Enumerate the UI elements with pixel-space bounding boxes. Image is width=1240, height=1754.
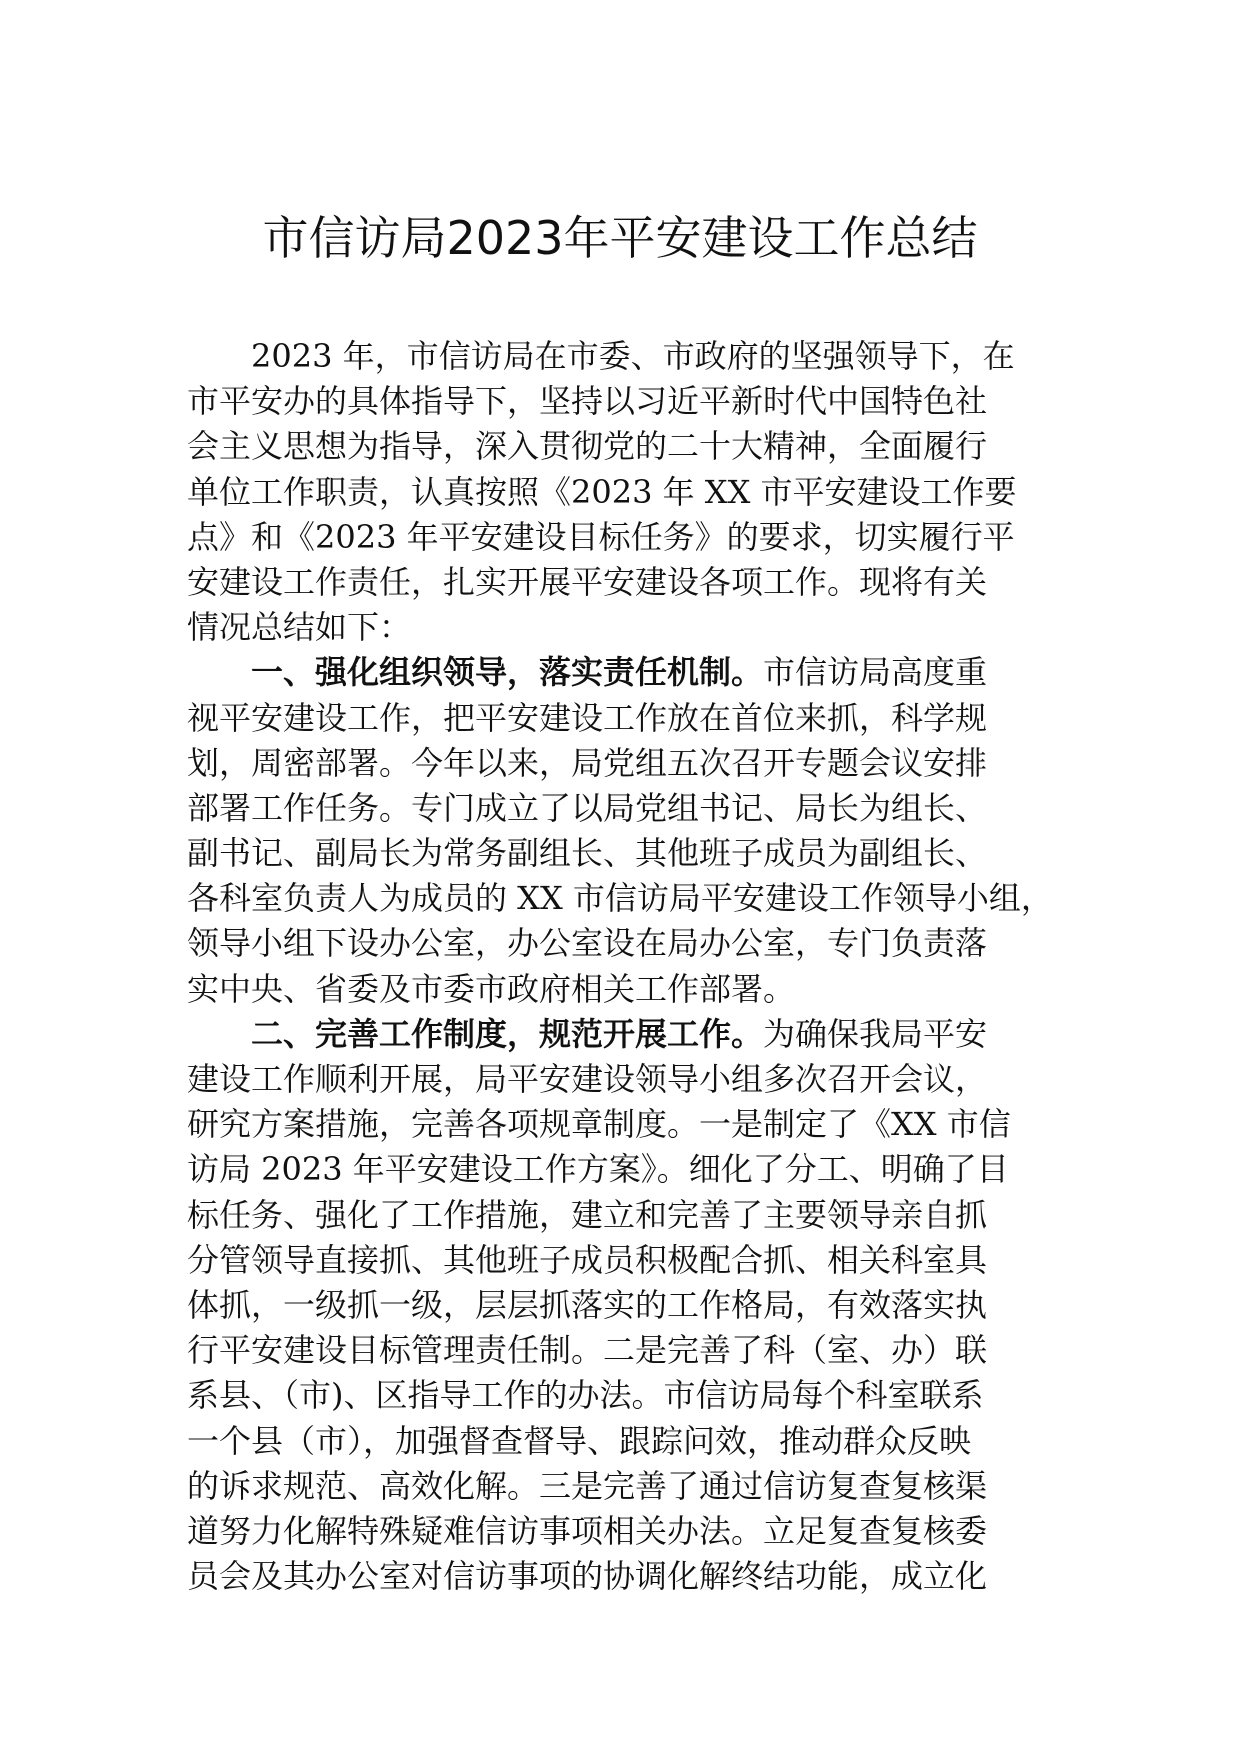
text-line	[187, 831, 1087, 876]
text-line	[187, 1102, 1087, 1147]
text-line	[187, 1012, 1087, 1057]
line-text: 体抓，一级抓一级，层层抓落实的工作格局，有效落实执	[187, 1285, 988, 1324]
text-line	[187, 876, 1087, 921]
line-text: 划，周密部署。今年以来，局党组五次召开专题会议安排	[187, 743, 988, 782]
line-text: 市信访局高度重	[763, 653, 988, 692]
text-line	[187, 1464, 1087, 1509]
line-text: 部署工作任务。专门成立了以局党组书记、局长为组长、	[187, 788, 988, 827]
text-line	[187, 696, 1087, 741]
line-text: 市平安办的具体指导下，坚持以习近平新时代中国特色社	[187, 382, 988, 421]
text-line	[187, 921, 1087, 966]
line-text: 安建设工作责任，扎实开展平安建设各项工作。现将有关	[187, 562, 988, 601]
text-line	[187, 786, 1087, 831]
text-line	[187, 1283, 1087, 1328]
text-line	[187, 424, 1087, 469]
document-title: 市信访局2023年平安建设工作总结	[262, 211, 978, 265]
line-text: 行平安建设目标管理责任制。二是完善了科（室、办）联	[187, 1331, 988, 1370]
line-text: 道努力化解特殊疑难信访事项相关办法。立足复查复核委	[187, 1511, 988, 1550]
text-line	[187, 650, 1087, 695]
text-line	[187, 1419, 1087, 1464]
text-line	[187, 334, 1087, 379]
text-line	[187, 379, 1087, 424]
line-text: 会主义思想为指导，深入贯彻党的二十大精神，全面履行	[187, 427, 988, 466]
line-text: 各科室负责人为成员的 XX 市信访局平安建设工作领导小组，	[187, 879, 1053, 918]
line-text: 访局 2023 年平安建设工作方案》。细化了分工、明确了目	[187, 1150, 1009, 1189]
text-line	[187, 605, 1087, 650]
text-line	[187, 741, 1087, 786]
line-text: 系县、（市)、区指导工作的办法。市信访局每个科室联系	[187, 1376, 984, 1415]
text-line	[187, 1373, 1087, 1418]
line-text: 一个县（市），加强督查督导、跟踪问效，推动群众反映	[187, 1421, 972, 1460]
line-text: 2023 年，市信访局在市委、市政府的坚强领导下，在	[251, 337, 1015, 375]
text-line	[187, 1554, 1087, 1599]
line-text: 员会及其办公室对信访事项的协调化解终结功能，成立化	[187, 1557, 988, 1596]
text-line	[187, 1238, 1087, 1283]
line-text: 视平安建设工作，把平安建设工作放在首位来抓，科学规	[187, 698, 988, 737]
line-text: 标任务、强化了工作措施，建立和完善了主要领导亲自抓	[187, 1195, 988, 1234]
line-text: 点》和《2023 年平安建设目标任务》的要求，切实履行平	[187, 517, 1015, 556]
text-line	[187, 1193, 1087, 1238]
text-line	[187, 560, 1087, 605]
line-text: 建设工作顺利开展，局平安建设领导小组多次召开会议，	[187, 1060, 988, 1098]
line-text: 副书记、副局长为常务副组长、其他班子成员为副组长、	[187, 834, 988, 873]
line-text: 情况总结如下：	[187, 608, 412, 647]
line-text: 的诉求规范、高效化解。三是完善了通过信访复查复核渠	[187, 1466, 988, 1505]
document-body	[187, 334, 1087, 1599]
line-text: 分管领导直接抓、其他班子成员积极配合抓、相关科室具	[187, 1240, 988, 1279]
line-text: 单位工作职责，认真按照《2023 年 XX 市平安建设工作要	[187, 472, 1017, 511]
line-text: 领导小组下设办公室，办公室设在局办公室，专门负责落	[187, 924, 988, 963]
text-line	[187, 967, 1087, 1012]
section-heading-lead: 二、完善工作制度，规范开展工作。	[251, 1014, 764, 1053]
text-line	[187, 1509, 1087, 1554]
line-text: 研究方案措施，完善各项规章制度。一是制定了《XX 市信	[187, 1105, 1011, 1144]
section-heading-lead: 一、强化组织领导，落实责任机制。	[251, 653, 764, 692]
text-line	[187, 1057, 1087, 1102]
text-line	[187, 515, 1087, 560]
text-line	[187, 470, 1087, 515]
text-line	[187, 1328, 1087, 1373]
line-text: 实中央、省委及市委市政府相关工作部署。	[187, 969, 796, 1008]
text-line	[187, 1147, 1087, 1192]
line-text: 为确保我局平安	[763, 1014, 988, 1053]
